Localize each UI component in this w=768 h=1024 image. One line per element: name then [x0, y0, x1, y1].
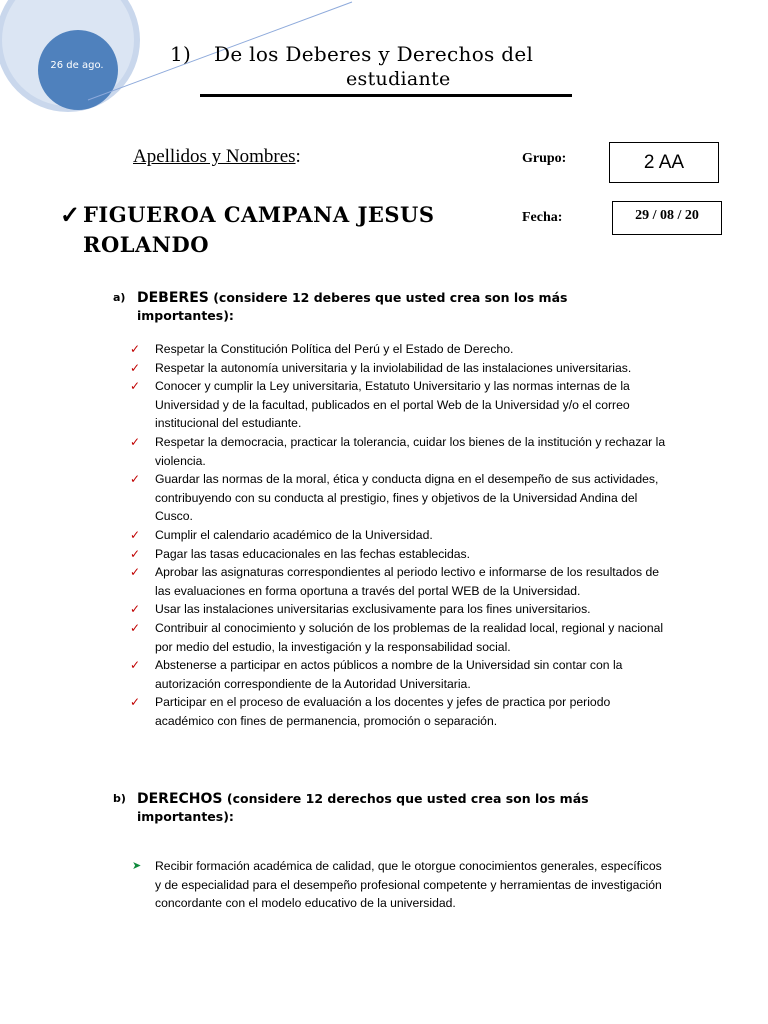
list-item-text: Respetar la Constitución Política del Perú y el Estado de Derecho. [155, 342, 514, 356]
deberes-note: (considere 12 deberes que usted crea son los más importantes): [137, 290, 568, 323]
title-line-1: De los Deberes y Derechos del [214, 42, 534, 66]
list-item-text: Contribuir al conocimiento y solución de los problemas de la realidad local, regional y nacional por medio del estudio, la investigación y la responsabilidad social. [155, 620, 664, 654]
list-item-text: Cumplir el calendario académico de la Universidad. [155, 527, 433, 542]
fecha-label: Fecha: [522, 210, 563, 225]
list-item [130, 857, 670, 913]
list-item [130, 693, 670, 730]
names-label: Apellidos y Nombres: [133, 146, 301, 167]
list-item-text: Respetar la democracia, practicar la tolerancia, cuidar los bienes de la institución y rechazar la violencia. [155, 434, 666, 468]
list-item [130, 545, 670, 564]
derechos-title: DERECHOS [137, 791, 223, 807]
title-number: 1) [170, 42, 192, 66]
list-item-text: Respetar la autonomía universitaria y la inviolabilidad de las instalaciones universitarias. [155, 360, 632, 375]
list-item [130, 377, 670, 433]
check-bullet-icon: ✓ [130, 658, 141, 673]
list-item [130, 600, 670, 619]
list-item-text: Pagar las tasas educacionales en las fechas establecidas. [155, 546, 471, 561]
list-item-text: Abstenerse a participar en actos públicos a nombre de la Universidad sin contar con la autorización correspondiente de la Autoridad Universitaria. [155, 658, 623, 691]
check-bullet-icon: ✓ [130, 565, 141, 580]
grupo-label: Grupo: [522, 151, 567, 166]
list-item [130, 340, 670, 359]
check-bullet-icon: ✓ [130, 379, 141, 394]
derechos-marker: b) [113, 792, 126, 805]
list-item-text: Recibir formación académica de calidad, que le otorgue conocimientos generales, específicos y de especialidad para el desempeño profesional competente y herramientas de investigación concordante con el modelo educativo de la universidad. [155, 859, 662, 911]
check-bullet-icon: ✓ [130, 360, 141, 375]
list-item [130, 526, 670, 545]
check-bullet-icon: ✓ [130, 602, 141, 617]
list-item [130, 470, 670, 526]
arrow-bullet-icon: ➤ [132, 860, 142, 872]
title-line-2: estudiante [346, 68, 451, 90]
list-item [130, 433, 670, 470]
check-bullet-icon: ✓ [130, 434, 141, 449]
fecha-field[interactable]: 29 / 08 / 20 [612, 201, 722, 235]
list-item-text: Guardar las normas de la moral, ética y conducta digna en el desempeño de sus actividades, contribuyendo con su conducta al prestigio, fines y objetivos de la Universidad Andina del Cusco. [155, 472, 659, 524]
list-item-text: Usar las instalaciones universitarias exclusivamente para los fines universitarios. [155, 602, 591, 617]
deberes-marker: a) [113, 291, 126, 304]
title-underline [200, 94, 572, 97]
deberes-list [130, 340, 670, 730]
grupo-field[interactable]: 2 AA [609, 142, 719, 183]
list-item [130, 359, 670, 378]
derechos-list [130, 857, 670, 913]
list-item-text: Conocer y cumplir la Ley universitaria, Estatuto Universitario y las normas internas de la Universidad y de la facultad, publicados en el portal Web de la Universidad y/o el correo institucional del estudiante. [155, 379, 630, 431]
check-bullet-icon: ✓ [130, 527, 141, 542]
student-name: FIGUEROA CAMPANA JESUS ROLANDO [83, 202, 435, 257]
check-bullet-icon: ✓ [130, 472, 141, 487]
list-item [130, 619, 670, 656]
deberes-title: DEBERES [137, 290, 209, 306]
check-bullet-icon: ✓ [130, 342, 141, 356]
derechos-note: (considere 12 derechos que usted crea son los más importantes): [137, 791, 589, 824]
checkmark-icon: ✓ [60, 200, 81, 229]
list-item-text: Aprobar las asignaturas correspondientes al periodo lectivo e informarse de los resultados de las evaluaciones en forma oportuna a través del portal WEB de la Universidad. [155, 565, 660, 598]
check-bullet-icon: ✓ [130, 620, 141, 635]
list-item-text: Participar en el proceso de evaluación a los docentes y jefes de practica por periodo académico con fines de permanencia, promoción o separación. [155, 695, 611, 728]
check-bullet-icon: ✓ [130, 695, 141, 710]
check-bullet-icon: ✓ [130, 546, 141, 561]
list-item [130, 656, 670, 693]
date-badge: 26 de ago. [50, 60, 104, 71]
list-item [130, 563, 670, 600]
